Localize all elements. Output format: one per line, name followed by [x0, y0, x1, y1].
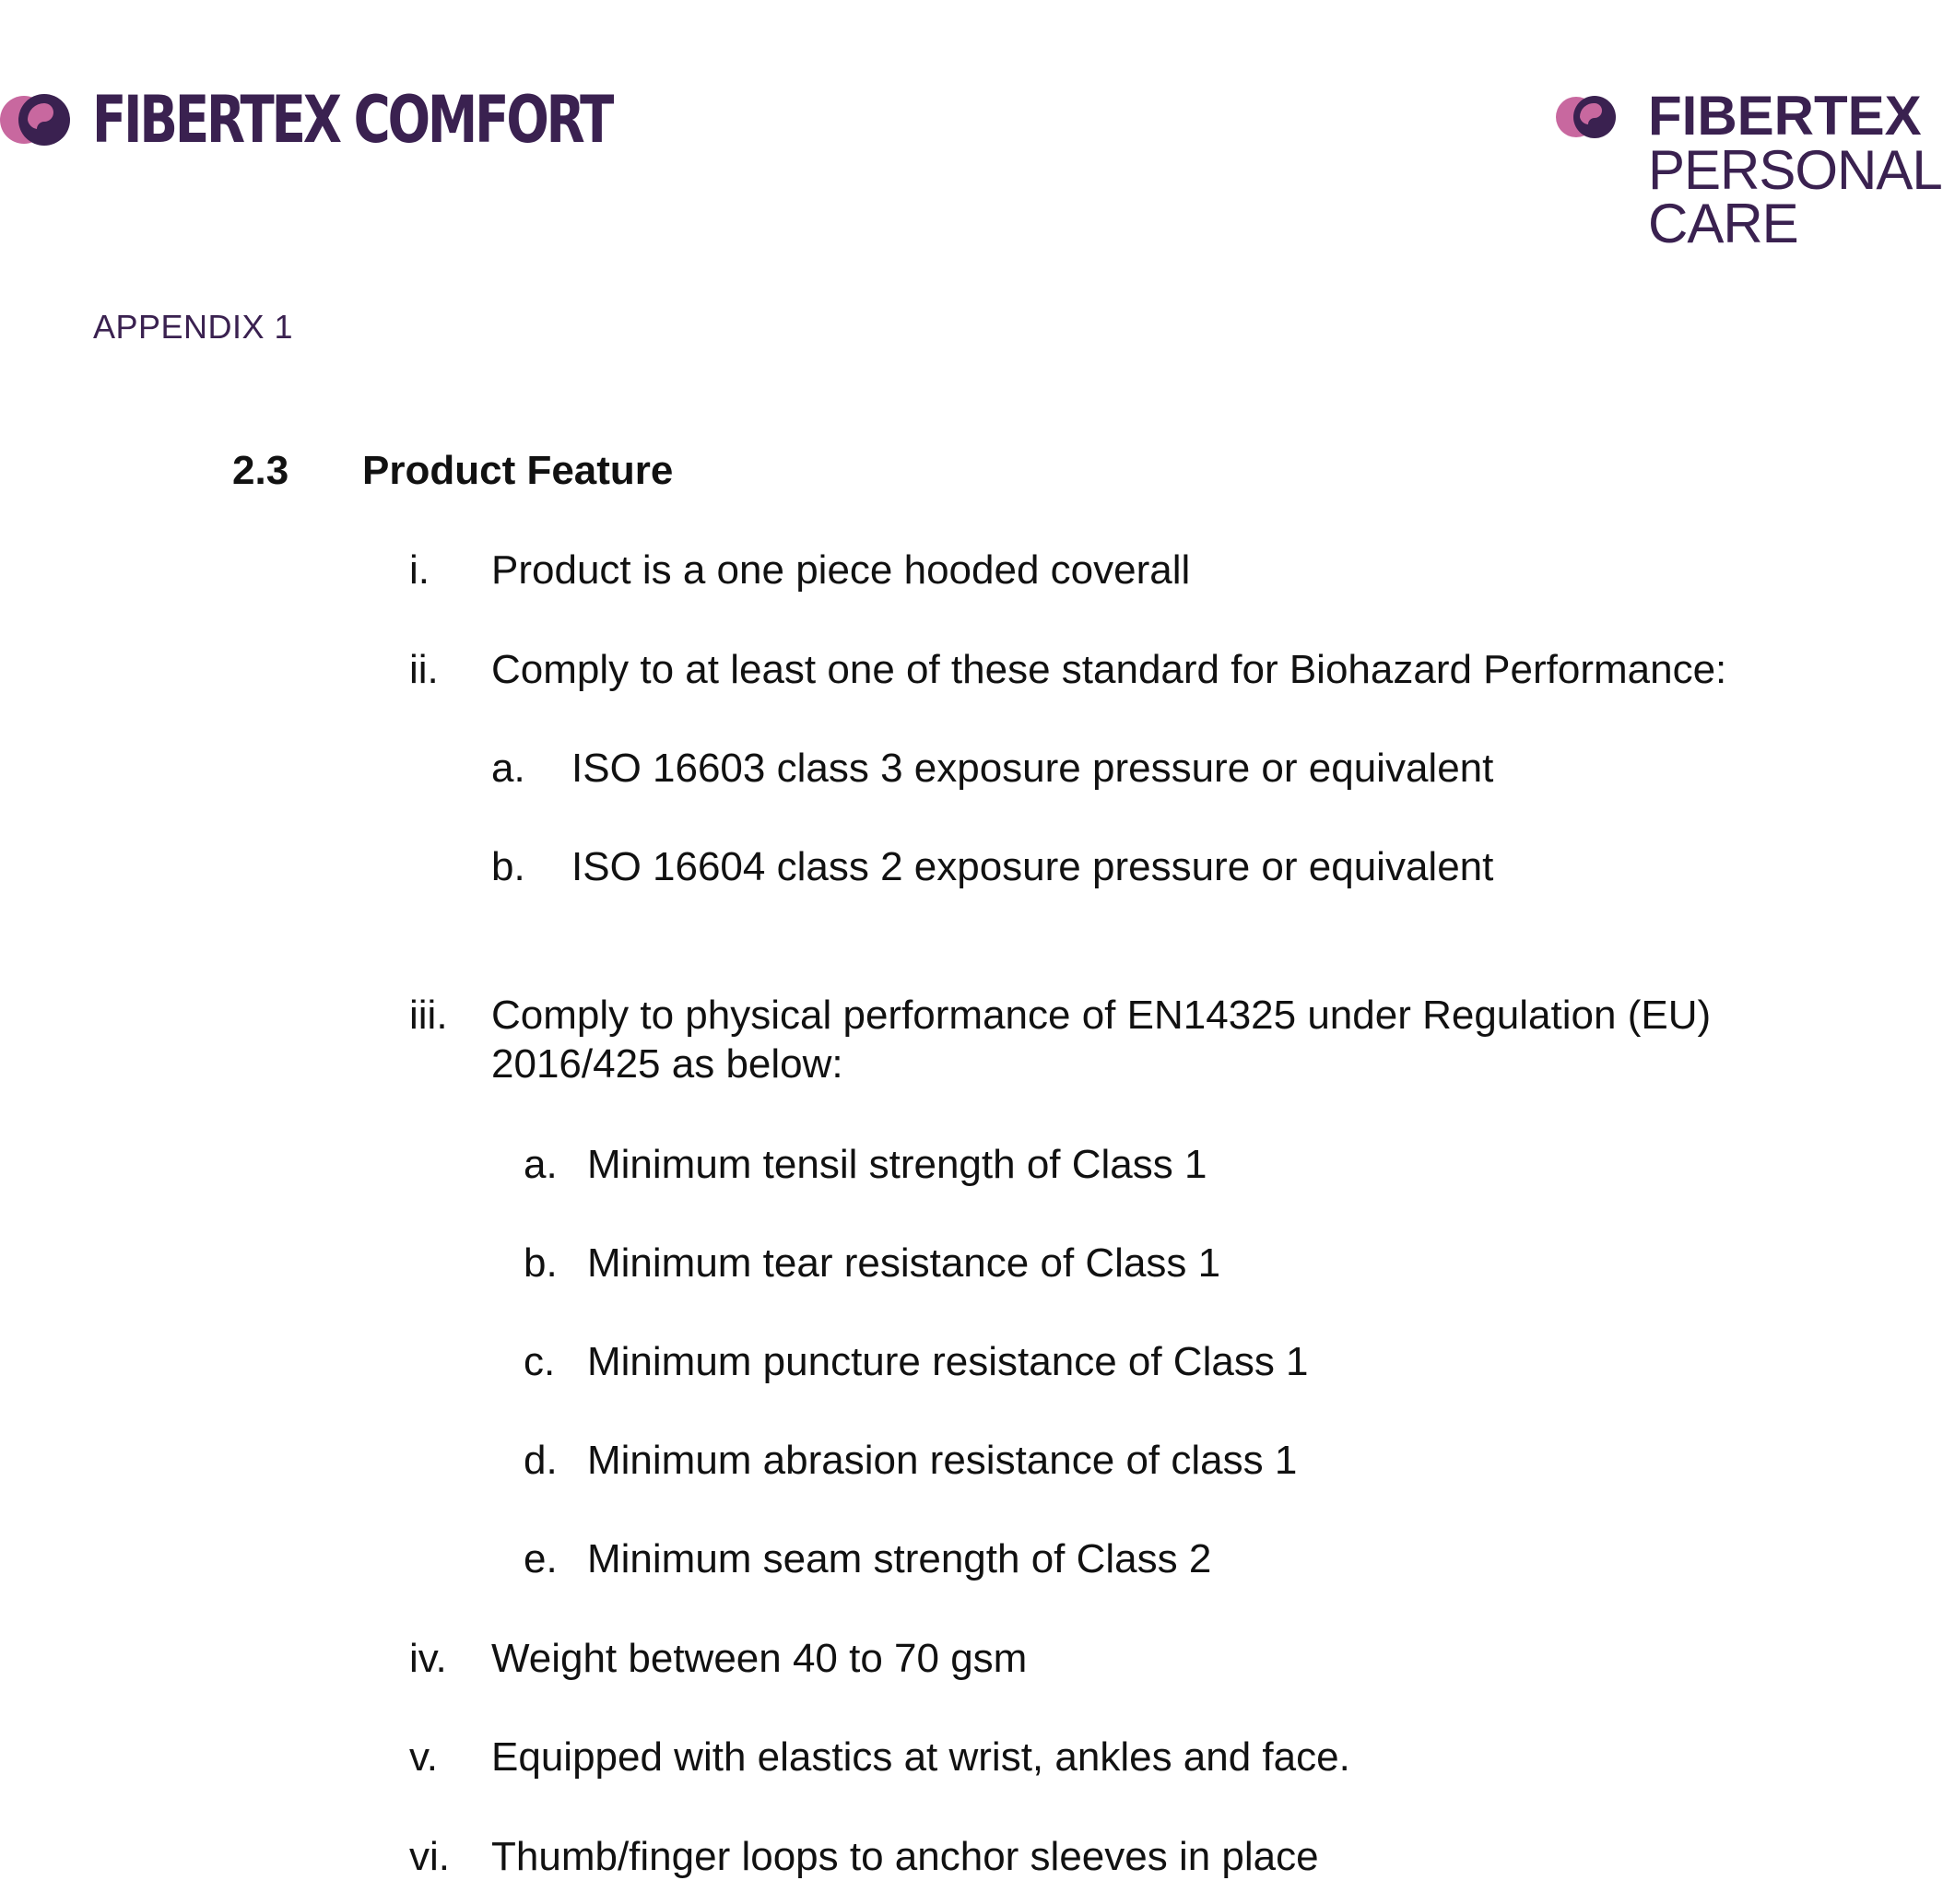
item-text-i: Product is a one piece hooded coverall	[491, 547, 1191, 593]
sub-item-marker-iii-a: a.	[524, 1142, 558, 1187]
sub-item-marker-iii-e: e.	[524, 1536, 558, 1581]
right-logo-line-2: PERSONAL	[1648, 139, 1942, 201]
sub-item-text-ii-b: ISO 16604 class 2 exposure pressure or equivalent	[571, 844, 1494, 889]
sub-item-text-iii-e: Minimum seam strength of Class 2	[587, 1536, 1212, 1581]
fibertex-comfort-logo	[0, 81, 758, 159]
item-marker-i: i.	[409, 547, 430, 593]
sub-item-marker-ii-b: b.	[491, 844, 525, 889]
item-text-iv: Weight between 40 to 70 gsm	[491, 1636, 1028, 1681]
sub-item-marker-iii-b: b.	[524, 1240, 558, 1286]
sub-item-text-ii-a: ISO 16603 class 3 exposure pressure or equivalent	[571, 746, 1494, 791]
item-text-iii-line-1: Comply to physical performance of EN14325 under Regulation (EU)	[491, 993, 1712, 1038]
item-marker-v: v.	[409, 1734, 438, 1780]
section-title: Product Feature	[362, 448, 674, 493]
item-marker-vi: vi.	[409, 1834, 450, 1879]
sub-item-text-iii-c: Minimum puncture resistance of Class 1	[587, 1339, 1309, 1384]
left-logo-text: FIBERTEX COMFORT	[92, 82, 612, 158]
right-logo-line-1: FIBERTEX	[1648, 85, 1922, 147]
appendix-label: APPENDIX 1	[93, 308, 294, 346]
item-text-iii-line-2: 2016/425 as below:	[491, 1041, 843, 1087]
item-marker-iii: iii.	[409, 993, 448, 1038]
item-text-ii: Comply to at least one of these standard for Biohazard Performance:	[491, 647, 1727, 692]
item-text-v: Equipped with elastics at wrist, ankles and face.	[491, 1734, 1350, 1780]
sub-item-marker-iii-d: d.	[524, 1438, 558, 1483]
fibertex-swirl-logo-icon	[1556, 92, 1617, 142]
sub-item-text-iii-b: Minimum tear resistance of Class 1	[587, 1240, 1221, 1286]
sub-item-marker-ii-a: a.	[491, 746, 525, 791]
sub-item-text-iii-a: Minimum tensil strength of Class 1	[587, 1142, 1207, 1187]
fibertex-swirl-logo-icon	[0, 90, 70, 149]
item-text-vi: Thumb/finger loops to anchor sleeves in place	[491, 1834, 1319, 1879]
right-logo-line-3: CARE	[1648, 193, 1798, 254]
sub-item-marker-iii-c: c.	[524, 1339, 556, 1384]
item-marker-iv: iv.	[409, 1636, 447, 1681]
sub-item-text-iii-d: Minimum abrasion resistance of class 1	[587, 1438, 1298, 1483]
section-number: 2.3	[232, 448, 289, 493]
item-marker-ii: ii.	[409, 647, 439, 692]
